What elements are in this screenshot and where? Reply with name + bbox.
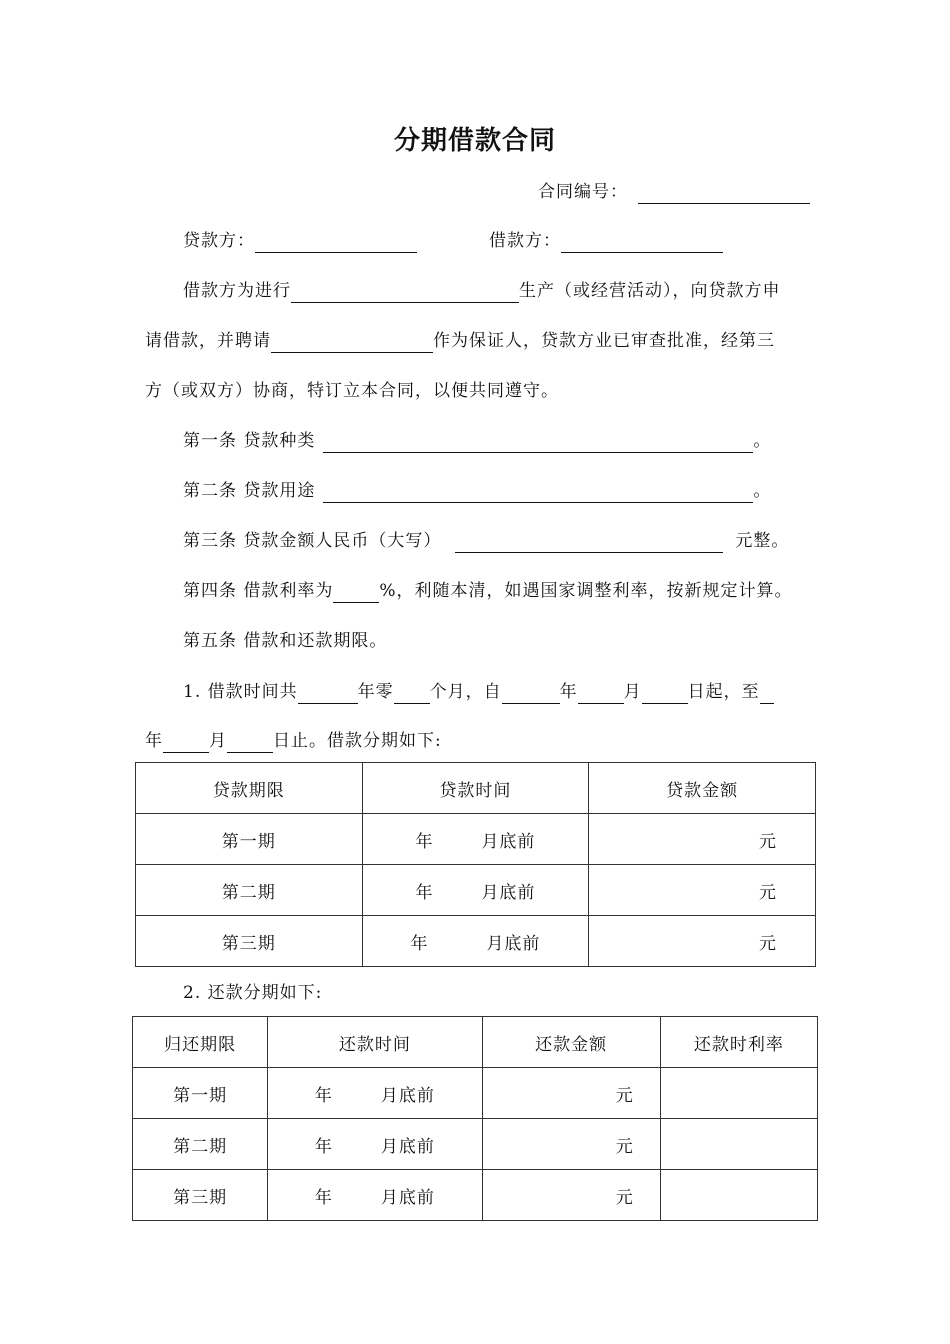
table-header-row [133,1017,818,1068]
article-1 [183,429,771,453]
loan-term-text: 日起，至 [687,682,760,702]
repayment-schedule-table [132,1016,818,1221]
table-row [133,1119,818,1170]
date-cell[interactable] [362,865,589,916]
column-header: 还款时利率 [660,1017,817,1068]
year-text: 年 [415,882,434,903]
rate-cell[interactable] [660,1119,817,1170]
article-1-label: 第一条 贷款种类 [183,431,316,451]
loan-term-text: 个月，自 [429,682,502,702]
article-5: 第五条 借款和还款期限。 [183,631,388,651]
article-3-label: 第三条 贷款金额人民币（大写） [183,531,442,551]
column-header: 还款金额 [482,1017,660,1068]
period-cell: 第三期 [136,916,363,967]
contract-number-label: 合同编号： [538,182,628,202]
month-text: 月底前 [481,831,536,852]
article-4-text: %，利随本清，如遇国家调整利率，按新规定计算。 [379,581,793,601]
year-text: 年 [410,933,429,954]
amount-cell[interactable]: 元 [589,814,816,865]
year-text: 年 [314,1085,333,1106]
rate-cell[interactable] [660,1068,817,1119]
amount-cell[interactable]: 元 [589,916,816,967]
period-mark: 。 [753,481,772,501]
period-cell: 第二期 [136,865,363,916]
loan-term-text: 月 [623,682,642,702]
loan-amount-blank[interactable] [455,532,723,553]
period-mark: 。 [753,431,772,451]
loan-term-text: 月 [209,731,227,751]
article-2 [183,479,771,503]
year-text: 年 [415,831,434,852]
month-text: 月底前 [486,933,541,954]
column-header: 还款时间 [268,1017,482,1068]
amount-cell[interactable]: 元 [589,865,816,916]
period-cell: 第二期 [133,1119,268,1170]
article-3-unit: 元整。 [735,531,790,551]
article-4-label: 第四条 借款利率为 [183,581,334,601]
article-2-label: 第二条 贷款用途 [183,481,316,501]
date-cell[interactable] [362,916,589,967]
table-header-row [136,763,816,814]
intro-line-2 [145,329,775,353]
amount-cell[interactable]: 元 [482,1119,660,1170]
date-cell[interactable] [268,1119,482,1170]
guarantor-blank[interactable] [271,332,433,353]
column-header: 归还期限 [133,1017,268,1068]
table-row [136,916,816,967]
period-cell: 第一期 [133,1068,268,1119]
loan-term-text: 年 [145,731,163,751]
intro-text: 生产（或经营活动），向贷款方申 [519,281,781,301]
end-day-blank[interactable] [227,732,273,753]
end-year-blank[interactable] [760,683,774,704]
lender-label: 贷款方： [183,231,255,251]
intro-text: 借款方为进行 [183,281,291,301]
table-row [133,1068,818,1119]
loan-use-blank[interactable] [323,482,753,503]
month-text: 月底前 [380,1085,435,1106]
loan-type-blank[interactable] [323,432,753,453]
months-blank[interactable] [394,683,430,704]
end-month-blank[interactable] [163,732,209,753]
intro-line-1 [183,279,781,303]
purpose-blank[interactable] [291,282,519,303]
date-cell[interactable] [268,1170,482,1221]
contract-number-row [538,180,810,204]
start-month-blank[interactable] [578,683,624,704]
table-row [136,814,816,865]
month-text: 月底前 [380,1136,435,1157]
repayment-heading: 2. 还款分期如下: [183,983,323,1003]
document-title: 分期借款合同 [393,126,556,156]
loan-term-text: 年 [559,682,578,702]
interest-rate-blank[interactable] [333,582,379,603]
start-year-blank[interactable] [502,683,560,704]
column-header: 贷款时间 [362,763,589,814]
loan-term-text: 1. 借款时间共 [183,682,298,702]
column-header: 贷款金额 [589,763,816,814]
period-cell: 第三期 [133,1170,268,1221]
lender-row [183,229,417,253]
loan-term-line-1 [183,680,774,704]
borrower-label: 借款方： [489,231,561,251]
borrower-blank[interactable] [561,232,723,253]
loan-term-line-2 [145,729,442,753]
article-4 [183,579,793,603]
years-blank[interactable] [298,683,358,704]
rate-cell[interactable] [660,1170,817,1221]
borrower-row [489,229,723,253]
amount-cell[interactable]: 元 [482,1068,660,1119]
month-text: 月底前 [481,882,536,903]
date-cell[interactable] [362,814,589,865]
contract-number-blank[interactable] [638,183,810,204]
amount-cell[interactable]: 元 [482,1170,660,1221]
year-text: 年 [314,1187,333,1208]
column-header: 贷款期限 [136,763,363,814]
period-cell: 第一期 [136,814,363,865]
article-3 [183,529,789,553]
loan-term-text: 日止。借款分期如下: [273,731,442,751]
month-text: 月底前 [380,1187,435,1208]
start-day-blank[interactable] [642,683,688,704]
intro-text: 请借款，并聘请 [145,331,271,351]
year-text: 年 [314,1136,333,1157]
intro-text: 作为保证人，贷款方业已审查批准，经第三 [433,331,775,351]
loan-term-text: 年零 [357,682,394,702]
table-row [133,1170,818,1221]
loan-schedule-table [135,762,816,967]
lender-blank[interactable] [255,232,417,253]
table-row [136,865,816,916]
date-cell[interactable] [268,1068,482,1119]
intro-line-3: 方（或双方）协商，特订立本合同，以便共同遵守。 [145,381,559,401]
